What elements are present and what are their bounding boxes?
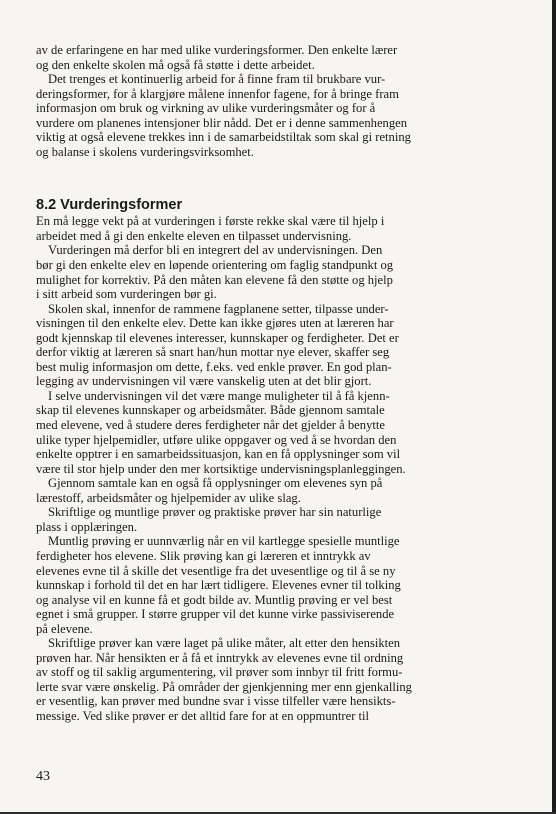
text-line: ferdigheter hos elevene. Slik prøving kan gi læreren et inntrykk av [36, 548, 371, 563]
text-line: legging av undervisningen vil være vanskelig uten at det blir gjort. [36, 374, 372, 389]
text-line: egnet i små grupper. I større grupper vil det kunne virke passiviserende [36, 607, 395, 622]
text-line: Skriftlige og muntlige prøver og praktiske prøver har sin naturlige [48, 505, 382, 520]
paragraph [36, 389, 514, 476]
text-line: vurdere om planenes intensjoner blir nådd. Det er i denne sammenhengen [36, 115, 408, 130]
text-line: best mulig informasjon om dette, f.eks. ved enkle prøver. En god plan- [36, 359, 392, 374]
paragraph [36, 243, 514, 301]
text-line: med elevene, ved å studere deres ferdigheter når det gjelder å benytte [36, 418, 385, 433]
text-line: lærestoff, arbeidsmåter og hjelpemider av ulike slag. [36, 490, 301, 505]
text-line: Det trenges et kontinuerlig arbeid for å finne fram til brukbare vur- [48, 72, 386, 87]
page-number: 43 [36, 769, 50, 784]
text-line: informasjon om bruk og virkning av ulike vurderingsmåter og for å [36, 101, 376, 116]
body-text [36, 43, 514, 724]
text-line: visningen til den enkelte elev. Dette kan ikke gjøres uten at læreren har [36, 316, 394, 331]
text-line: er vesentlig, kan prøver med bundne svar i visse tilfeller være hensikts- [36, 694, 396, 709]
text-line: ulike typer hjelpemidler, utføre ulike oppgaver og ved å se hvordan den [36, 432, 397, 447]
text-line: elevenes evne til å skille det vesentlige fra det uvesentlige og til å se ny [36, 563, 396, 578]
text-line: kunnskap i forhold til det en har lært tidligere. Elevenes evner til tolking [36, 578, 401, 593]
section-heading: 8.2 Vurderingsformer [36, 197, 183, 214]
text-line: på elevene. [36, 621, 93, 636]
text-line: og den enkelte skolen må også få støtte i dette arbeidet. [36, 57, 315, 72]
text-line: viktig at også elevene trekkes inn i de samarbeidstiltak som skal gi retning [36, 130, 411, 145]
paragraph [36, 72, 514, 159]
text-line: arbeidet med å gi den enkelte eleven en tilpasset undervisning. [36, 228, 352, 243]
text-line: Gjennom samtale kan en også få opplysninger om elevenes syn på [48, 476, 383, 491]
text-line: deringsformer, for å klargjøre målene innenfor fagene, for å bringe fram [36, 86, 399, 101]
text-line: være til stor hjelp under den mer kortsiktige undervisningsplanleggingen. [36, 461, 406, 476]
page-edge-shadow [552, 0, 556, 814]
text-line: plass i opplæringen. [36, 519, 138, 534]
text-line: Vurderingen må derfor bli en integrert del av undervisningen. Den [48, 243, 383, 258]
text-line: Muntlig prøving er uunnværlig når en vil kartlegge spesielle muntlige [48, 534, 400, 549]
text-line: Skolen skal, innenfor de rammene fagplanene setter, tilpasse under- [48, 301, 389, 316]
paragraph [36, 534, 514, 636]
text-line: mulighet for korrektiv. På den måten kan elevene få den støtte og hjelp [36, 272, 393, 287]
text-line: messige. Ved slike prøver er det alltid fare for at en oppmuntrer til [36, 708, 370, 723]
text-line: derfor viktig at læreren så snart han/hun mottar nye elever, skaffer seg [36, 345, 390, 360]
paragraph [36, 505, 514, 534]
text-line: og analyse vil en kunne få et godt bilde av. Muntlig prøving er vel best [36, 592, 393, 607]
paragraph [36, 43, 514, 72]
text-line: og balanse i skolens vurderingsvirksomhet. [36, 144, 254, 159]
text-line: skap til elevenes kunnskaper og arbeidsmåter. Både gjennom samtale [36, 403, 385, 418]
paragraph [36, 302, 514, 389]
text-line: av stoff og til saklig argumentering, vil prøver som innbyr til fritt formu- [36, 665, 403, 680]
text-line: Skriftlige prøver kan være laget på ulike måter, alt etter den hensikten [48, 636, 400, 651]
text-line: enkelte opptrer i en samarbeidssituasjon, kan en få opplysninger som vil [36, 447, 401, 462]
text-line: prøven har. Når hensikten er å få et inntrykk av elevenes evne til ordning [36, 650, 404, 665]
text-line: av de erfaringene en har med ulike vurderingsformer. Den enkelte lærer [36, 43, 398, 57]
text-line: I selve undervisningen vil det være mange muligheter til å få kjenn- [48, 388, 390, 403]
text-line: bør gi den enkelte elev en løpende orientering om faglig standpunkt og [36, 258, 394, 273]
text-line: i sitt arbeid som vurderingen bør gi. [36, 287, 217, 302]
intro-paragraphs [36, 43, 514, 159]
section-paragraphs [36, 214, 514, 723]
paragraph [36, 214, 514, 243]
paragraph [36, 636, 514, 723]
text-line: lerte svar være ønskelig. På områder der gjenkjenning mer enn gjenkalling [36, 679, 412, 694]
paragraph [36, 476, 514, 505]
text-line: godt kjennskap til elevenes interesser, kunnskaper og ferdigheter. Det er [36, 330, 399, 345]
text-line: En må legge vekt på at vurderingen i første rekke skal være til hjelp i [36, 214, 385, 229]
